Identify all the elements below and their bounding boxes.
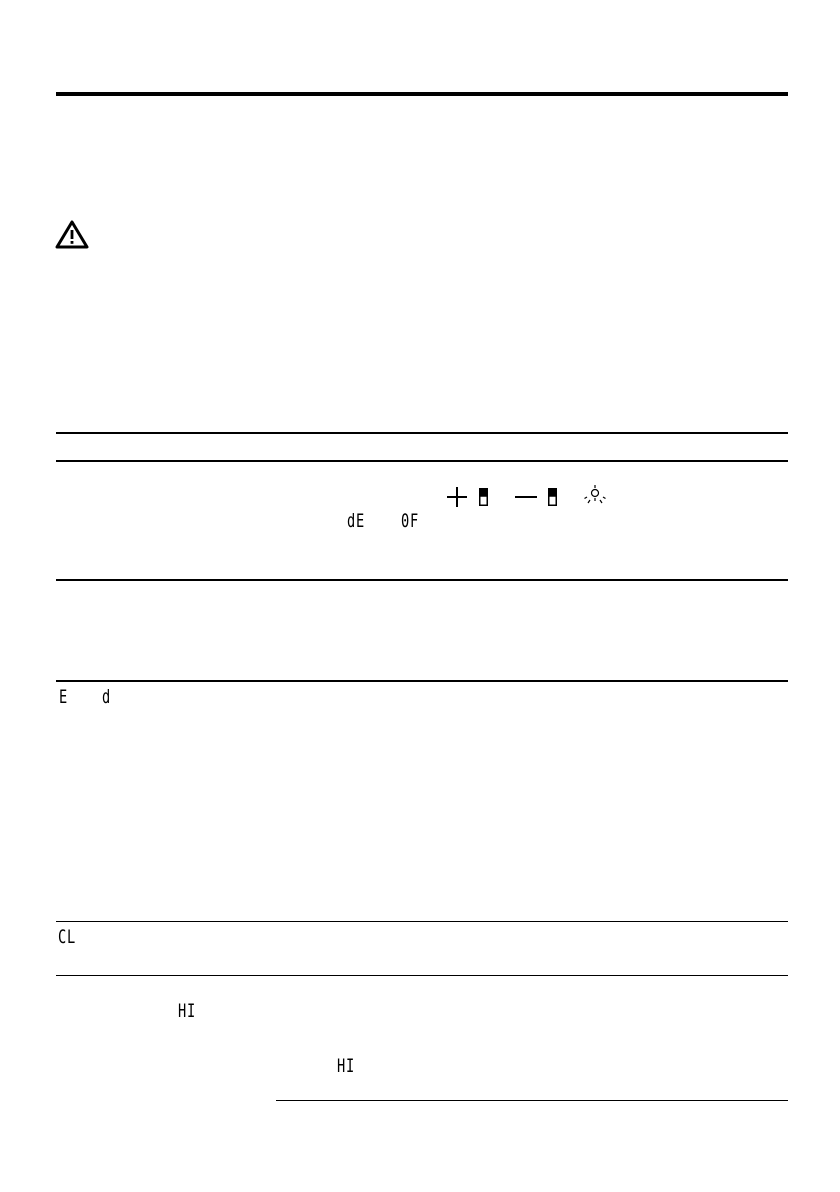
row-divider	[56, 579, 788, 581]
minus-icon	[515, 487, 537, 507]
heading-rule	[56, 92, 788, 96]
display-code-d: d	[102, 686, 111, 708]
light-icon	[584, 485, 606, 507]
table-bottom-rule	[276, 1100, 788, 1101]
row-divider	[56, 975, 788, 976]
table-header-rule	[56, 460, 788, 462]
button-icon	[479, 488, 488, 506]
plus-icon	[447, 487, 467, 507]
display-code-0f: 0F	[401, 510, 419, 532]
table-top-rule	[56, 432, 788, 434]
button-icon	[548, 488, 557, 506]
display-code-cl: CL	[58, 926, 76, 948]
display-code-hi-detail: HI	[337, 1055, 355, 1077]
warning-triangle-icon	[55, 220, 89, 250]
row-divider	[56, 680, 788, 682]
display-code-hi: HI	[178, 1000, 196, 1022]
display-code-e: E	[59, 686, 68, 708]
row-divider	[56, 921, 788, 922]
display-code-de: dE	[347, 510, 365, 532]
